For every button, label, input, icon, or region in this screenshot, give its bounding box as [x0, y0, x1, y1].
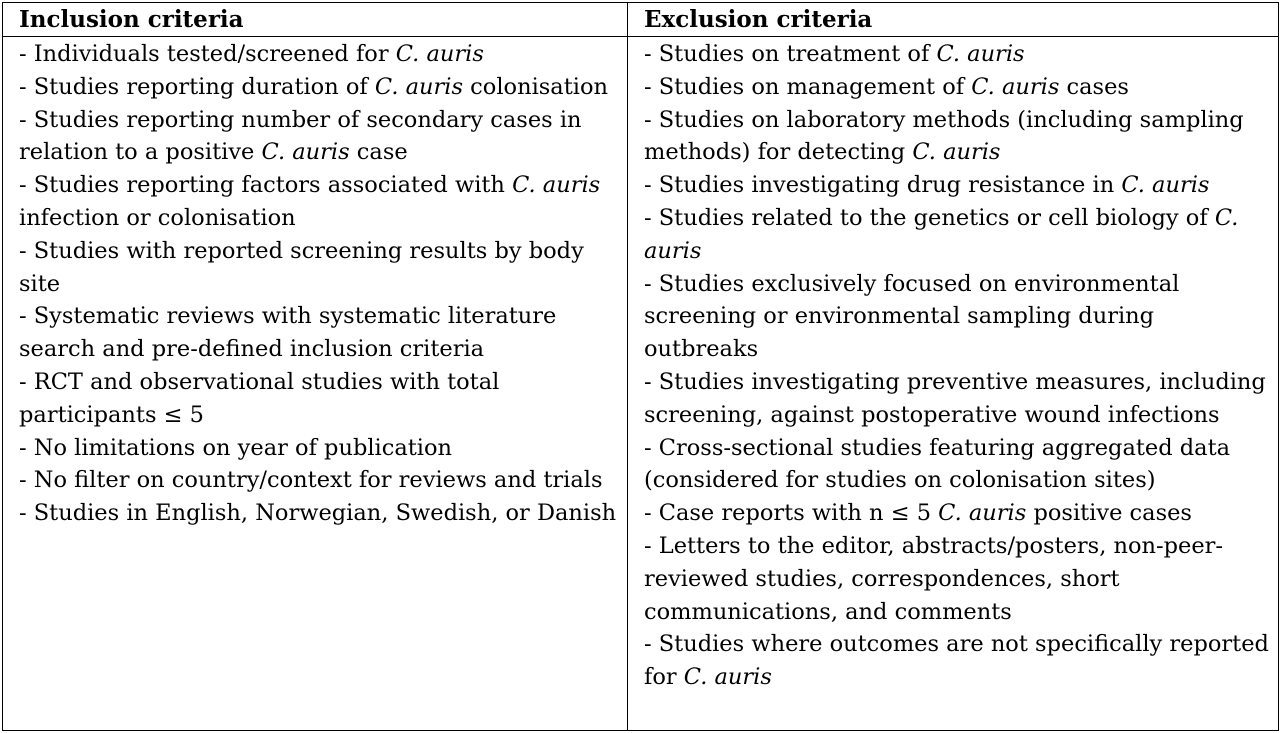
exclusion-criterion — [644, 497, 1272, 530]
species-name-italic: C. auris — [644, 204, 1239, 264]
exclusion-criterion — [644, 628, 1272, 694]
criteria-table — [2, 2, 1279, 731]
criterion-text: case — [349, 139, 408, 166]
criterion-text: - Studies investigating preventive measures, including screening, against postoperative wound infections — [644, 368, 1266, 428]
criterion-text: - Letters to the editor, abstracts/posters, non-peer-reviewed studies, correspondences, short communications, and comments — [644, 532, 1224, 625]
species-name-italic: C. auris — [936, 41, 1025, 67]
inclusion-criterion — [19, 71, 621, 104]
exclusion-criterion — [644, 104, 1272, 170]
inclusion-criterion — [19, 38, 621, 71]
exclusion-criteria-cell — [628, 37, 1279, 731]
criterion-text: - Studies in English, Norwegian, Swedish, or Danish — [19, 500, 617, 527]
exclusion-criteria-list — [644, 38, 1272, 694]
criterion-text: infection or colonisation — [19, 204, 296, 231]
header-row — [3, 3, 1279, 37]
inclusion-criterion — [19, 169, 621, 235]
inclusion-criteria-list — [19, 38, 621, 530]
species-name-italic: C. auris — [374, 73, 464, 100]
inclusion-criterion — [19, 235, 621, 301]
criterion-text: - Case reports with n ≤ 5 — [644, 500, 939, 527]
criterion-text: - Studies reporting number of secondary cases in relation to a positive — [19, 106, 582, 166]
exclusion-criteria-header: Exclusion criteria — [628, 3, 1279, 37]
criterion-text: - Studies where outcomes are not specifically reported for — [644, 631, 1269, 691]
criterion-text: - Studies related to the genetics or cell biology of — [644, 204, 1215, 231]
criterion-text: - Studies on treatment of — [644, 41, 937, 67]
species-name-italic: C. auris — [912, 139, 1001, 166]
inclusion-criterion — [19, 497, 621, 530]
exclusion-criterion — [644, 71, 1272, 104]
criterion-text: - Individuals tested/screened for — [19, 41, 396, 67]
exclusion-criterion — [644, 169, 1272, 202]
criterion-text: - Studies reporting factors associated with — [19, 172, 513, 199]
criterion-text: - No filter on country/context for reviews and trials — [19, 467, 603, 494]
inclusion-criteria-header: Inclusion criteria — [3, 3, 628, 37]
exclusion-criterion — [644, 202, 1272, 268]
criterion-text: colonisation — [463, 73, 608, 100]
species-name-italic: C. auris — [395, 41, 484, 67]
species-name-italic: C. auris — [512, 172, 601, 199]
criterion-text: positive cases — [1026, 500, 1192, 527]
species-name-italic: C. auris — [938, 500, 1027, 527]
criterion-text: - Studies with reported screening results by body site — [19, 237, 584, 297]
inclusion-criteria-cell — [3, 37, 628, 731]
criterion-text: - Studies on management of — [644, 73, 972, 100]
criterion-text: cases — [1059, 73, 1129, 100]
exclusion-criterion — [644, 432, 1272, 498]
criterion-text: - Studies on laboratory methods (including sampling methods) for detecting — [644, 106, 1244, 166]
criterion-text: - Studies exclusively focused on environmental screening or environmental sampling during outbreaks — [644, 270, 1180, 363]
criterion-text: - Cross-sectional studies featuring aggregated data (considered for studies on colonisation sites) — [644, 434, 1231, 494]
criterion-text: - Studies reporting duration of — [19, 73, 375, 100]
inclusion-criterion — [19, 300, 621, 366]
inclusion-criterion — [19, 366, 621, 432]
inclusion-criterion — [19, 104, 621, 170]
species-name-italic: C. auris — [1121, 172, 1210, 199]
species-name-italic: C. auris — [971, 73, 1060, 100]
criteria-row — [3, 37, 1279, 731]
exclusion-criterion — [644, 366, 1272, 432]
species-name-italic: C. auris — [683, 664, 772, 691]
exclusion-criterion — [644, 38, 1272, 71]
criterion-text: - Systematic reviews with systematic literature search and pre-defined inclusion criteria — [19, 303, 557, 363]
criterion-text: - No limitations on year of publication — [19, 434, 453, 461]
species-name-italic: C. auris — [261, 139, 350, 166]
inclusion-criterion — [19, 432, 621, 465]
criterion-text: - Studies investigating drug resistance in — [644, 172, 1122, 199]
exclusion-criterion — [644, 530, 1272, 628]
inclusion-criterion — [19, 464, 621, 497]
exclusion-criterion — [644, 268, 1272, 366]
criterion-text: - RCT and observational studies with total participants ≤ 5 — [19, 368, 500, 428]
